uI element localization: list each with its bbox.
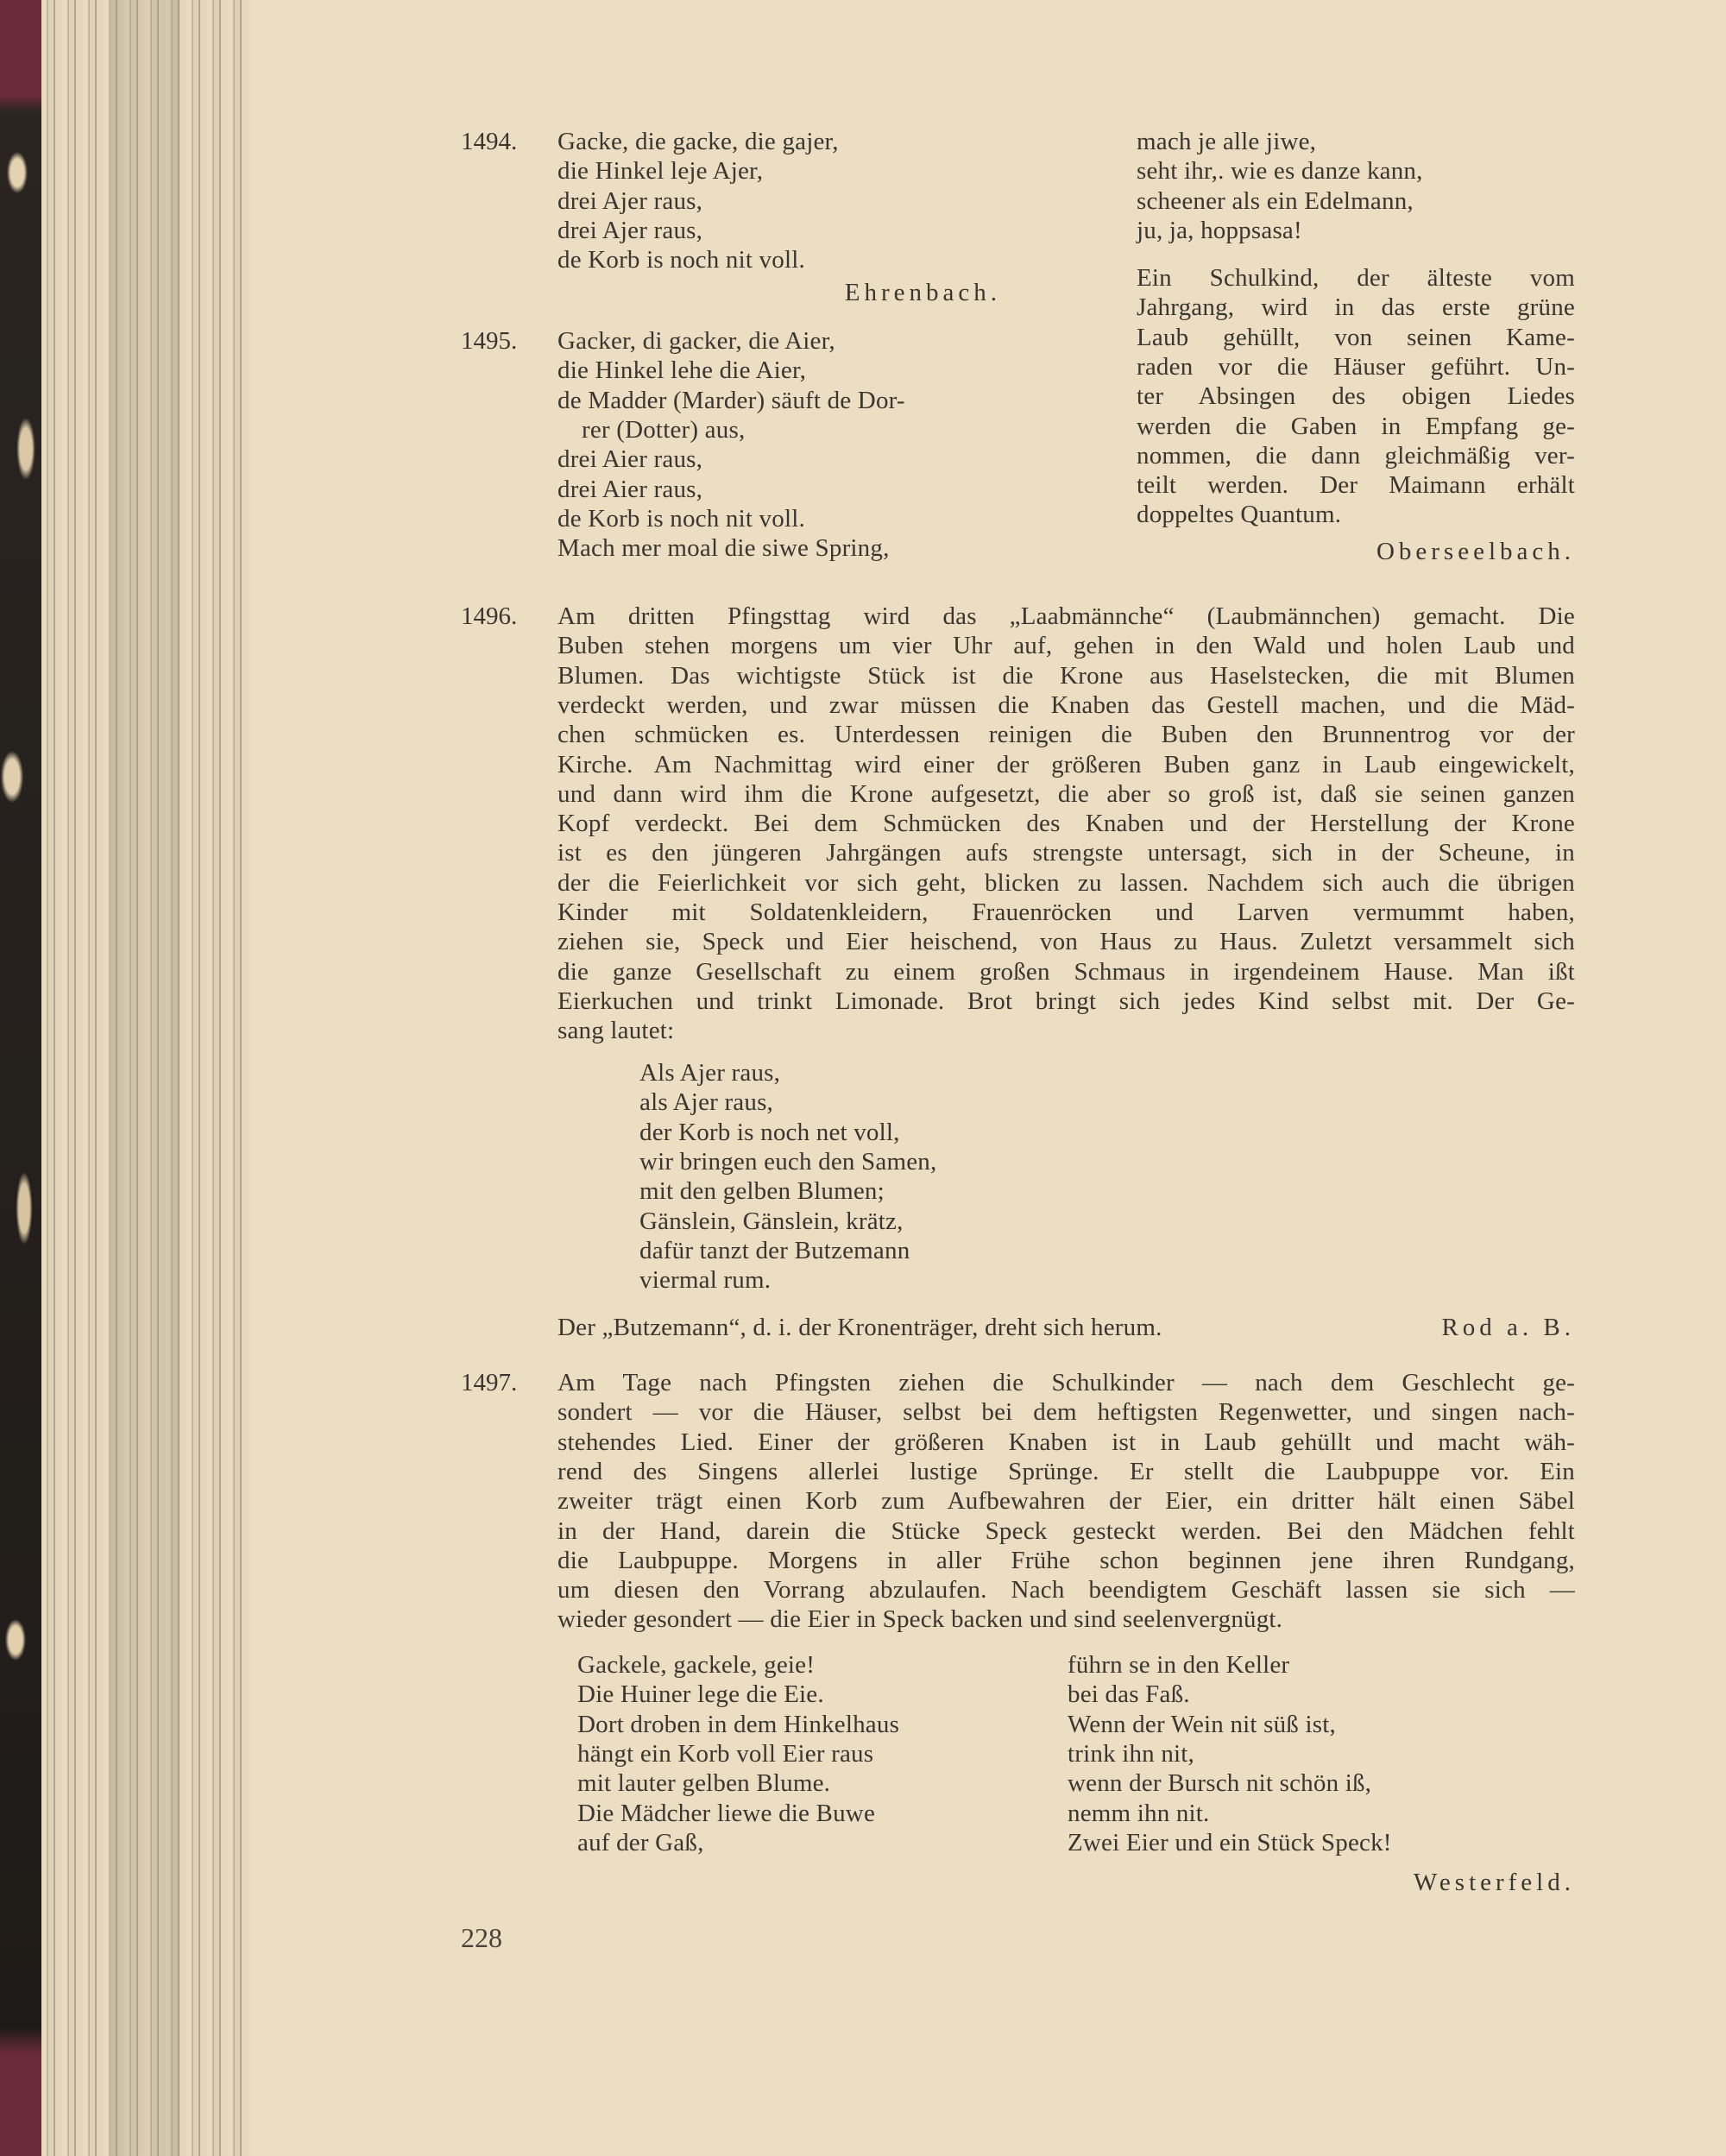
verse-line: Die Mädcher liewe die Buwe [577,1799,876,1827]
place-name: Westerfeld. [1413,1869,1575,1896]
verse-line: rer (Dotter) aus, [582,415,746,444]
verse-line: hängt ein Korb voll Eier raus [577,1739,874,1768]
verse-line: de Korb is noch nit voll. [557,504,805,533]
entry-number: 1495. [461,327,518,355]
place-name: Ehrenbach. [844,279,1001,306]
prose-line: werden die Gaben in Empfang ge- [1137,412,1575,440]
verse-line: Gacke, die gacke, die gajer, [557,128,839,155]
verse-line: mit den gelben Blumen; [639,1177,885,1206]
prose-line: stehendes Lied. Einer der größeren Knaben ist in Laub gehüllt und macht wäh- [557,1428,1575,1456]
prose-line: raden vor die Häuser geführt. Un- [1137,352,1575,381]
prose-line: doppeltes Quantum. [1137,501,1342,529]
verse-line: als Ajer raus, [639,1088,774,1117]
verse-line: Dort droben in dem Hinkelhaus [577,1710,900,1738]
page-edges [41,0,250,2156]
entry-number: 1497. [461,1369,518,1396]
verse-line: der Korb is noch net voll, [639,1118,900,1146]
verse-line: wir bringen euch den Samen, [639,1147,937,1176]
verse-line: nemm ihn nit. [1068,1799,1210,1827]
verse-line: Mach mer moal die siwe Spring, [557,534,890,563]
verse-line: de Madder (Marder) säuft de Dor- [557,386,905,414]
prose-line: in der Hand, darein die Stücke Speck gesteckt werden. Bei den Mädchen fehlt [557,1516,1575,1545]
verse-line: drei Aier raus, [557,475,703,503]
prose-line: rend des Singens allerlei lustige Sprünge. Er stellt die Laubpuppe vor. Ein [557,1457,1575,1485]
prose-line: zweiter trägt einen Korb zum Aufbewahren der Eier, ein dritter hält einen Säbel [557,1487,1575,1516]
verse-line: drei Aier raus, [557,445,703,474]
prose-line: Buben stehen morgens um vier Uhr auf, gehen in den Wald und holen Laub und [557,632,1575,660]
verse-line: mach je alle jiwe, [1137,128,1317,155]
prose-line: Blumen. Das wichtigste Stück ist die Krone aus Haselstecken, die mit Blumen [557,661,1575,690]
verse-line: die Hinkel leje Ajer, [557,157,764,186]
page-number: 228 [461,1922,502,1953]
verse-line: Gackele, gackele, geie! [577,1651,816,1679]
place-name: Oberseelbach. [1376,538,1575,565]
prose-line: Jahrgang, wird in das erste grüne [1137,293,1575,322]
verse-line: drei Ajer raus, [557,186,703,215]
verse-line: bei das Faß. [1068,1680,1190,1709]
prose-line: verdeckt werden, und zwar müssen die Knaben das Gestell machen, und die Mäd- [557,690,1575,719]
prose-line: Kirche. Am Nachmittag wird einer der größeren Buben ganz in Laub eingewickelt, [557,750,1575,779]
verse-line: scheener als ein Edelmann, [1137,186,1414,215]
prose-line: nommen, die dann gleichmäßig ver- [1137,441,1575,470]
prose-line: ter Absingen des obigen Liedes [1137,382,1575,411]
prose-line: wieder gesondert — die Eier in Speck backen und sind seelenvergnügt. [557,1605,1283,1634]
prose-line: sang lautet: [557,1017,675,1045]
prose-line: ist es den jüngeren Jahrgängen aufs strengste untersagt, sich in der Scheune, in [557,839,1575,867]
verse-line: ju, ja, hoppsasa! [1137,216,1302,244]
book-binding [0,0,41,2156]
prose-line: Laub gehüllt, von seinen Kame- [1137,323,1575,351]
verse-line: auf der Gaß, [577,1828,704,1857]
verse-line: Wenn der Wein nit süß ist, [1068,1710,1336,1738]
note-line: Der „Butzemann“, d. i. der Kronenträger, dreht sich herum. [557,1314,1162,1341]
prose-line: chen schmücken es. Unterdessen reinigen die Buben den Brunnentrog vor der [557,721,1575,749]
verse-line: Die Huiner lege die Eie. [577,1680,824,1709]
place-name: Rod a. B. [1441,1314,1575,1341]
entry-number: 1494. [461,128,518,155]
prose-line: Am dritten Pfingsttag wird das „Laabmännche“ (Laubmännchen) gemacht. Die [557,602,1575,630]
verse-line: mit lauter gelben Blume. [577,1769,831,1798]
prose-line: Kopf verdeckt. Bei dem Schmücken des Knaben und der Herstellung der Krone [557,810,1575,838]
prose-line: der die Feierlichkeit vor sich geht, blicken zu lassen. Nachdem sich auch die übrigen [557,868,1575,897]
verse-line: Gacker, di gacker, die Aier, [557,327,835,355]
verse-line: Als Ajer raus, [639,1059,781,1087]
prose-line: um diesen den Vorrang abzulaufen. Nach beendigtem Geschäft lassen sie sich — [557,1576,1575,1604]
prose-line: die ganze Gesellschaft zu einem großen Schmaus in irgendeinem Hause. Man ißt [557,957,1575,986]
entry-number: 1496. [461,602,518,630]
verse-line: dafür tanzt der Butzemann [639,1236,910,1264]
verse-line: trink ihn nit, [1068,1739,1194,1768]
verse-line: führn se in den Keller [1068,1651,1290,1679]
prose-line: ziehen sie, Speck und Eier heischend, von Haus zu Haus. Zuletzt versammelt sich [557,928,1575,956]
prose-line: und dann wird ihm die Krone aufgesetzt, die aber so groß ist, daß sie seinen ganzen [557,779,1575,808]
verse-line: Gänslein, Gänslein, krätz, [639,1207,904,1235]
prose-line: sondert — vor die Häuser, selbst bei dem heftigsten Regenwetter, und singen nach- [557,1398,1575,1427]
prose-line: Eierkuchen und trinkt Limonade. Brot bringt sich jedes Kind selbst mit. Der Ge- [557,987,1575,1015]
verse-line: viermal rum. [639,1266,772,1295]
verse-line: Zwei Eier und ein Stück Speck! [1068,1828,1392,1857]
verse-line: drei Ajer raus, [557,216,703,244]
verse-line: de Korb is noch nit voll. [557,246,805,274]
prose-line: Kinder mit Soldatenkleidern, Frauenröcken und Larven vermummt haben, [557,898,1575,926]
verse-line: die Hinkel lehe die Aier, [557,356,807,385]
prose-line: die Laubpuppe. Morgens in aller Frühe schon beginnen jene ihren Rundgang, [557,1546,1575,1574]
prose-line: teilt werden. Der Maimann erhält [1137,471,1575,500]
verse-line: wenn der Bursch nit schön iß, [1068,1769,1372,1798]
verse-line: seht ihr,. wie es danze kann, [1137,157,1423,186]
prose-line: Am Tage nach Pfingsten ziehen die Schulkinder — nach dem Geschlecht ge- [557,1369,1575,1396]
prose-line: Ein Schulkind, der älteste vom [1137,264,1575,292]
